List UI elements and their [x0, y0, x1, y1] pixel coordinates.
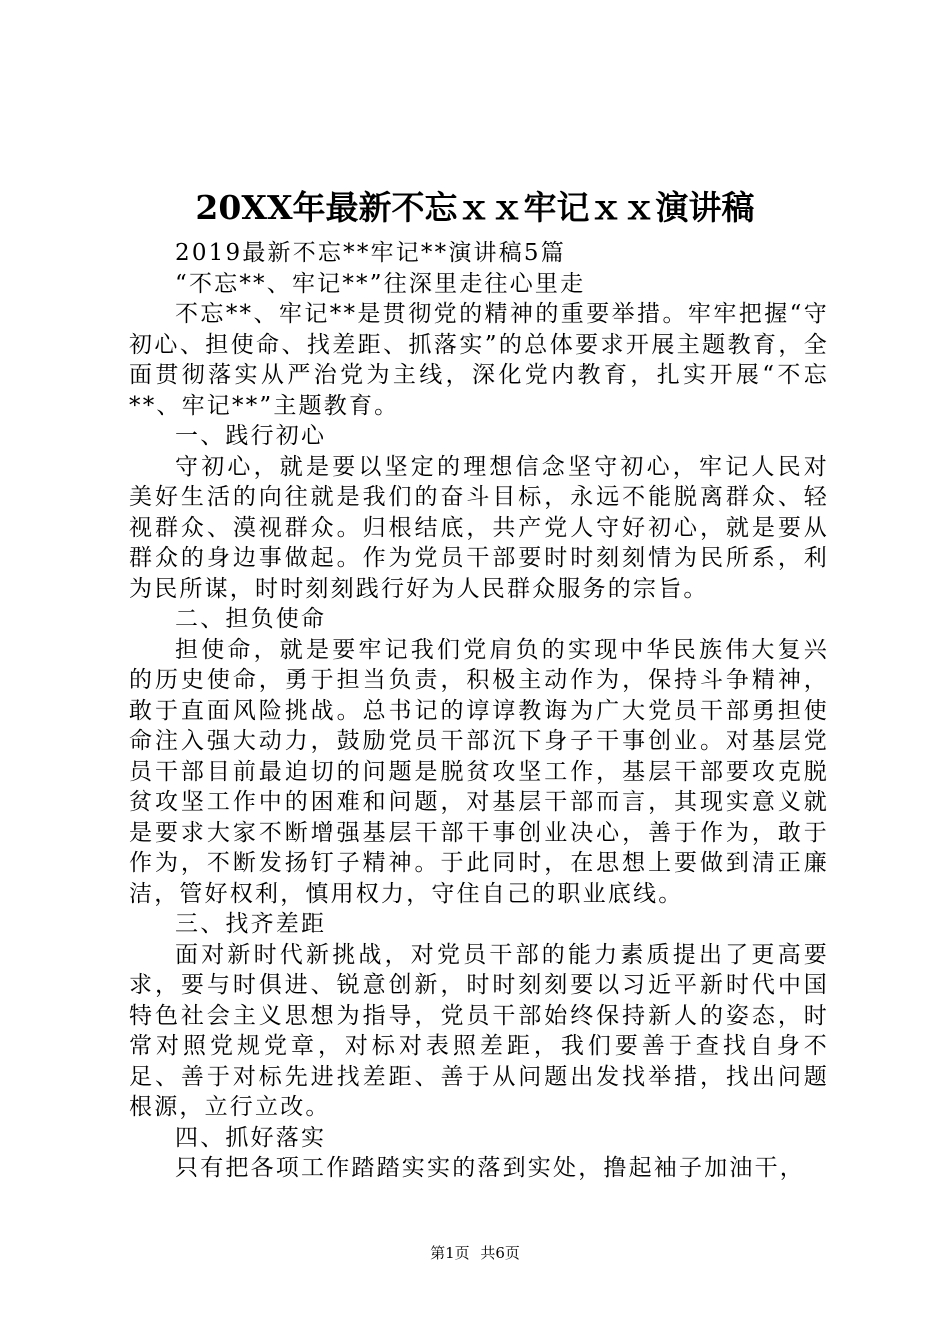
page-footer	[0, 1243, 950, 1263]
page-total: 共6页	[480, 1244, 520, 1262]
document-title: 20XX年最新不忘ｘｘ牢记ｘｘ演讲稿	[195, 188, 755, 227]
section-paragraph-2: 担使命，就是要牢记我们党肩负的实现中华民族伟大复兴的历史使命，勇于担当负责，积极主动作为，保持斗争精神，敢于直面风险挑战。总书记的谆谆教诲为广大党员干部勇担使命注入强大动力，鼓励党员干部沉下身子干事创业。对基层党员干部目前最迫切的问题是脱贫攻坚工作，基层干部要攻克脱贫攻坚工作中的困难和问题，对基层干部而言，其现实意义就是要求大家不断增强基层干部干事创业决心，善于作为，敢于作为，不断发扬钉子精神。于此同时，在思想上要做到清正廉洁，管好权利，慎用权力，守住自己的职业底线。	[129, 636, 829, 907]
subtitle-line: 2019最新不忘**牢记**演讲稿5篇	[175, 240, 566, 266]
section-heading-1: 一、践行初心	[175, 423, 327, 449]
section-heading-2: 二、担负使命	[175, 606, 327, 632]
headline-line: “不忘**、牢记**”往深里走往心里走	[175, 270, 586, 297]
section-paragraph-4: 只有把各项工作踏踏实实的落到实处，撸起袖子加油干，	[175, 1155, 805, 1181]
section-heading-4: 四、抓好落实	[175, 1124, 327, 1151]
document-body	[129, 238, 829, 1184]
section-paragraph-1: 守初心，就是要以坚定的理想信念坚守初心，牢记人民对美好生活的向往就是我们的奋斗目标，永远不能脱离群众、轻视群众、漠视群众。归根结底，共产党人守好初心，就是要从群众的身边事做起。作为党员干部要时时刻刻情为民所系，利为民所谋，时时刻刻践行好为人民群众服务的宗旨。	[129, 453, 829, 602]
section-paragraph-3: 面对新时代新挑战，对党员干部的能力素质提出了更高要求，要与时俱进、锐意创新，时时刻刻要以习近平新时代中国特色社会主义思想为指导，党员干部始终保持新人的姿态，时常对照党规党章，对标对表照差距，我们要善于查找自身不足、善于对标先进找差距、善于从问题出发找举措，找出问题根源，立行立改。	[129, 941, 829, 1120]
section-heading-3: 三、找齐差距	[175, 911, 327, 937]
page-number: 第1页	[430, 1244, 470, 1262]
intro-paragraph: 不忘**、牢记**是贯彻党的精神的重要举措。牢牢把握“守初心、担使命、找差距、抓落实”的总体要求开展主题教育，全面贯彻落实从严治党为主线，深化党内教育，扎实开展“不忘**、牢记**”主题教育。	[129, 301, 829, 419]
